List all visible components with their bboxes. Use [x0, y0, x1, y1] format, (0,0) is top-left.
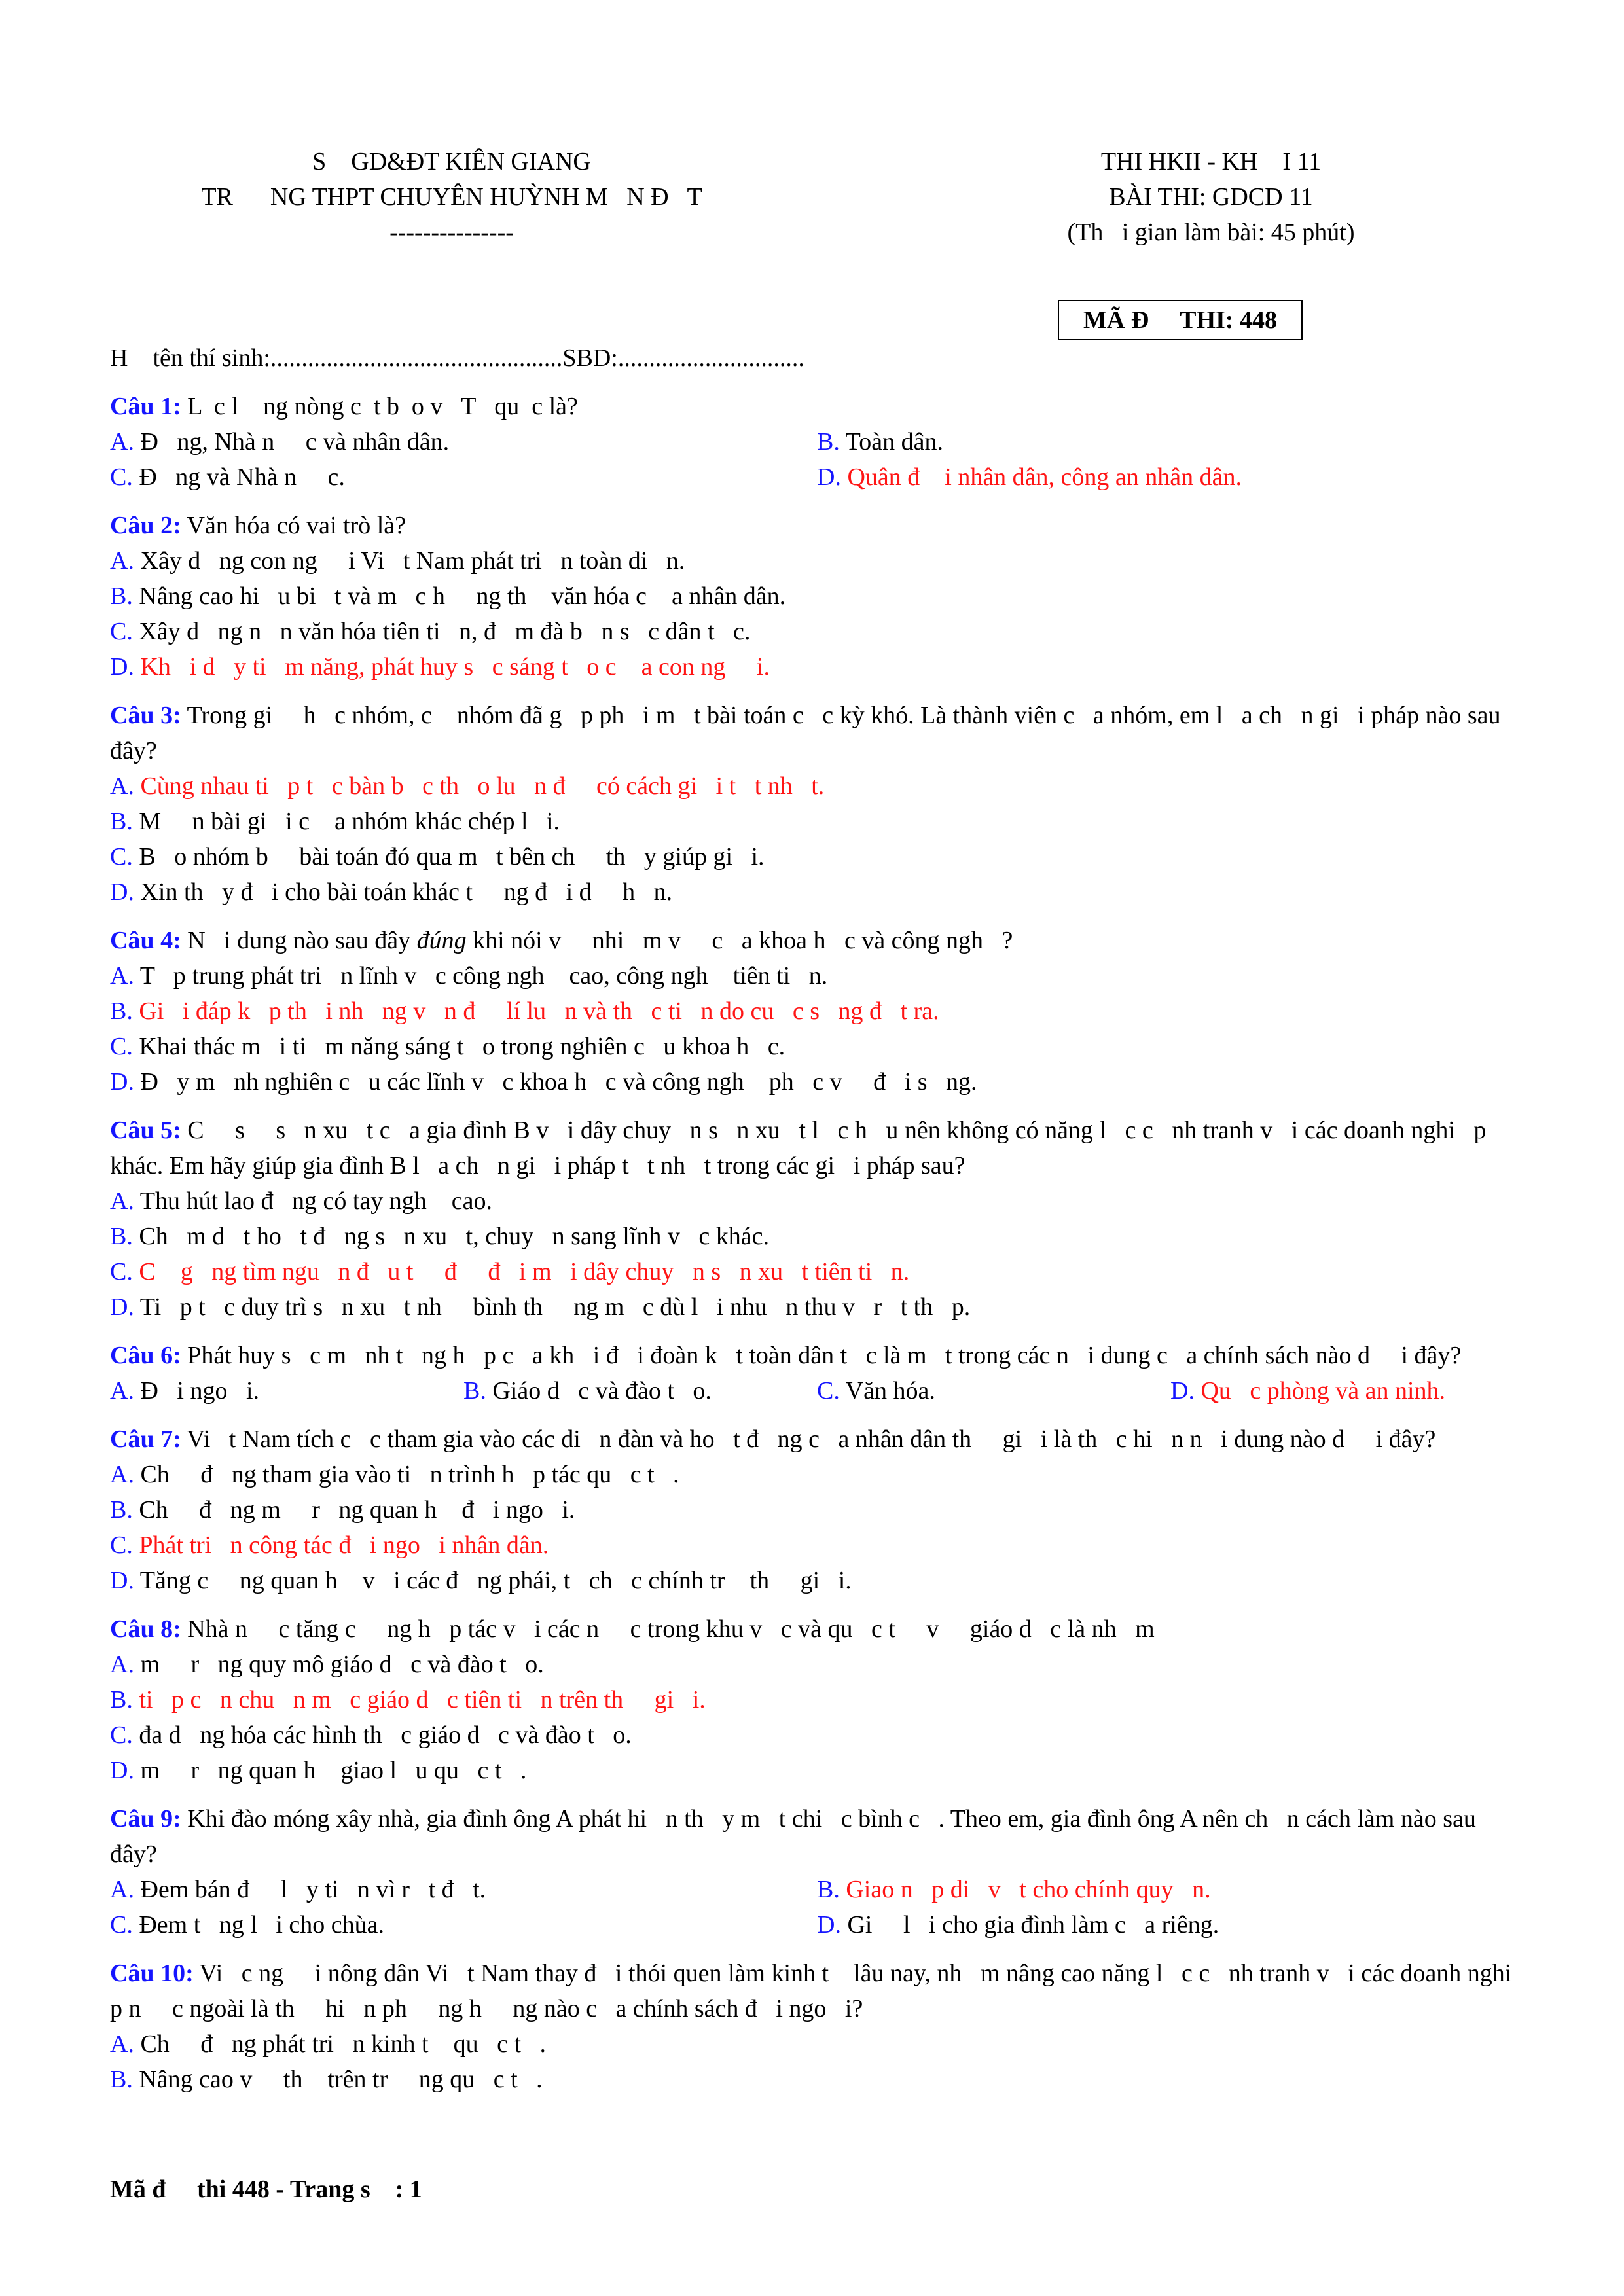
- emphasis-text: đúng: [416, 927, 467, 954]
- question-7: [110, 1422, 1524, 1598]
- option-d-correct: [110, 649, 1524, 685]
- text-segment: Đ ng và Nhà n c.: [132, 463, 345, 491]
- text-segment: Ch đ ng tham gia vào ti n trình h p tác qu c t .: [134, 1461, 679, 1488]
- question-stem: [110, 923, 1524, 958]
- exam-content: [110, 340, 1530, 2097]
- option-b: [110, 579, 1524, 614]
- option-letter: C.: [110, 1911, 133, 1939]
- question-9: [110, 1801, 1524, 1943]
- text-segment: Đ y m nh nghiên c u các lĩnh v c khoa h c và công ngh ph c v đ i s ng.: [134, 1068, 977, 1096]
- options-row: [110, 459, 1524, 495]
- exam-subject: BÀI THI: GDCD 11: [1109, 183, 1313, 211]
- text-segment: Văn hóa.: [839, 1377, 935, 1405]
- text-segment: Nâng cao hi u bi t và m c h ng th văn hóa c a nhân dân.: [132, 583, 786, 610]
- option-letter: C.: [110, 1532, 133, 1559]
- option-d: [110, 1064, 1524, 1100]
- question-label: Câu 4:: [110, 927, 181, 954]
- text-segment: Qu c phòng và an ninh.: [1194, 1377, 1446, 1405]
- text-segment: M n bài gi i c a nhóm khác chép l i.: [132, 808, 560, 835]
- question-stem: [110, 698, 1524, 768]
- option-letter: C.: [110, 1258, 133, 1285]
- option-letter: B.: [110, 583, 133, 610]
- text-segment: khi nói v nhi m v c a khoa h c và công ngh ?: [466, 927, 1013, 954]
- option-b: [110, 1219, 1524, 1254]
- option-a: [110, 1872, 817, 1907]
- text-segment: Toàn dân.: [839, 428, 943, 456]
- option-letter: B.: [110, 2066, 133, 2093]
- question-stem: [110, 389, 1524, 424]
- text-segment: Kh i d y ti m năng, phát huy s c sáng t o c a con ng i.: [134, 653, 770, 681]
- question-label: Câu 6:: [110, 1342, 181, 1369]
- question-stem: [110, 1338, 1524, 1373]
- text-segment: Ch m d t ho t đ ng s n xu t, chuy n sang lĩnh v c khác.: [132, 1223, 769, 1250]
- text-segment: Ch đ ng m r ng quan h đ i ngo i.: [132, 1496, 575, 1524]
- question-8: [110, 1611, 1524, 1788]
- option-a: [110, 1647, 1524, 1682]
- option-letter: A.: [110, 1876, 134, 1903]
- text-segment: Gi i đáp k p th i nh ng v n đ lí lu n và th c ti n do cu c s ng đ t ra.: [132, 997, 939, 1025]
- school-name: TR NG THPT CHUYÊN HUỲNH M N Đ T: [201, 183, 702, 211]
- question-label: Câu 2:: [110, 512, 181, 539]
- option-d: [817, 1907, 1524, 1943]
- option-letter: B.: [463, 1377, 486, 1405]
- question-label: Câu 7:: [110, 1426, 181, 1453]
- text-segment: m r ng quy mô giáo d c và đào t o.: [134, 1651, 544, 1678]
- option-d-correct: [1170, 1373, 1524, 1408]
- text-segment: Vi c ng i nông dân Vi t Nam thay đ i thói quen làm kinh t lâu nay, nh m nâng cao năng l c c nh tranh v i các doanh nghi p n c ngoài là th hi n ph ng h ng nào c a chính sách đ i ngo i?: [110, 1960, 1530, 2022]
- question-10: [110, 1956, 1530, 2097]
- question-label: Câu 1:: [110, 393, 181, 420]
- option-letter: D.: [110, 1068, 134, 1096]
- text-segment: Khi đào móng xây nhà, gia đình ông A phát hi n th y m t chi c bình c . Theo em, gia đình ông A nên ch n cách làm nào sau đây?: [110, 1805, 1483, 1868]
- option-d: [110, 1563, 1524, 1598]
- question-label: Câu 5:: [110, 1117, 181, 1144]
- option-a: [110, 424, 817, 459]
- school-header: [124, 144, 779, 250]
- option-b: [110, 1492, 1524, 1528]
- option-b: [817, 424, 1524, 459]
- option-d-correct: [817, 459, 1524, 495]
- question-stem: [110, 1611, 1524, 1647]
- options-row: [110, 424, 1524, 459]
- option-b-correct: [110, 994, 1524, 1029]
- text-segment: Tăng c ng quan h v i các đ ng phái, t ch c chính tr th gi i.: [134, 1567, 852, 1594]
- option-letter: A.: [110, 1187, 134, 1215]
- options-row: [110, 1872, 1524, 1907]
- option-c: [110, 1907, 817, 1943]
- option-c-correct: [110, 1528, 1524, 1563]
- option-letter: A.: [110, 962, 134, 990]
- text-segment: Trong gi h c nhóm, c nhóm đã g p ph i m t bài toán c c kỳ khó. Là thành viên c a nhóm, em l a ch n gi i pháp nào sau đây?: [110, 702, 1507, 764]
- exam-code-box: MÃ Đ THI: 448: [1058, 300, 1303, 340]
- text-segment: m r ng quan h giao l u qu c t .: [134, 1757, 527, 1784]
- option-letter: B.: [110, 808, 133, 835]
- options-row: [110, 1907, 1524, 1943]
- option-letter: B.: [110, 1223, 133, 1250]
- text-segment: Đ ng, Nhà n c và nhân dân.: [134, 428, 450, 456]
- option-c-correct: [110, 1254, 1524, 1289]
- option-c: [110, 1717, 1524, 1753]
- text-segment: Đ i ngo i.: [134, 1377, 260, 1405]
- option-letter: A.: [110, 2030, 134, 2058]
- option-a: [110, 543, 1524, 579]
- option-letter: C.: [110, 843, 133, 870]
- option-c: [110, 839, 1524, 874]
- option-letter: D.: [110, 1757, 134, 1784]
- option-b: [110, 2062, 1524, 2097]
- text-segment: Phát huy s c m nh t ng h p c a kh i đ i đoàn k t toàn dân t c là m t trong các n i dung c a chính sách nào d i đây?: [181, 1342, 1462, 1369]
- header-divider: ---------------: [389, 219, 514, 246]
- text-segment: C g ng tìm ngu n đ u t đ đ i m i dây chuy n s n xu t tiên ti n.: [132, 1258, 910, 1285]
- option-letter: C.: [110, 463, 133, 491]
- option-letter: B.: [817, 428, 840, 456]
- question-4: [110, 923, 1524, 1100]
- option-letter: D.: [110, 1293, 134, 1321]
- exam-header: [916, 144, 1506, 250]
- question-label: Câu 9:: [110, 1805, 181, 1833]
- option-a: [110, 2026, 1524, 2062]
- option-letter: C.: [110, 618, 133, 645]
- page-footer: Mã đ thi 448 - Trang s : 1: [110, 2176, 422, 2203]
- question-stem: [110, 1113, 1524, 1183]
- question-label: Câu 8:: [110, 1615, 181, 1643]
- student-info-line: H tên thí sinh:...............................................SBD:..............................: [110, 344, 804, 372]
- text-segment: đa d ng hóa các hình th c giáo d c và đào t o.: [132, 1721, 632, 1749]
- question-stem: [110, 1801, 1524, 1872]
- text-segment: Xây d ng con ng i Vi t Nam phát tri n toàn di n.: [134, 547, 685, 575]
- text-segment: Xin th y đ i cho bài toán khác t ng đ i d h n.: [134, 878, 673, 906]
- text-segment: Gi l i cho gia đình làm c a riêng.: [840, 1911, 1219, 1939]
- question-1: [110, 389, 1524, 495]
- option-d: [110, 1753, 1524, 1788]
- option-letter: A.: [110, 428, 134, 456]
- option-a: [110, 1183, 1524, 1219]
- text-segment: Cùng nhau ti p t c bàn b c th o lu n đ có cách gi i t t nh t.: [134, 772, 825, 800]
- option-letter: A.: [110, 1651, 134, 1678]
- option-c: [110, 614, 1524, 649]
- option-letter: C.: [110, 1721, 133, 1749]
- option-a: [110, 1373, 463, 1408]
- text-segment: N i dung nào sau đây: [181, 927, 417, 954]
- option-a-correct: [110, 768, 1524, 804]
- question-3: [110, 698, 1524, 910]
- option-b: [110, 804, 1524, 839]
- option-letter: D.: [110, 878, 134, 906]
- option-letter: B.: [110, 1496, 133, 1524]
- option-b-correct: [817, 1872, 1524, 1907]
- exam-title: THI HKII - KH I 11: [1100, 148, 1322, 175]
- text-segment: Văn hóa có vai trò là?: [181, 512, 406, 539]
- text-segment: T p trung phát tri n lĩnh v c công ngh cao, công ngh tiên ti n.: [134, 962, 828, 990]
- text-segment: Giao n p di v t cho chính quy n.: [839, 1876, 1211, 1903]
- option-letter: D.: [110, 653, 134, 681]
- option-b-correct: [110, 1682, 1524, 1717]
- question-6: [110, 1338, 1524, 1408]
- option-letter: D.: [1170, 1377, 1195, 1405]
- text-segment: Đem bán đ l y ti n vì r t đ t.: [134, 1876, 486, 1903]
- text-segment: Ti p t c duy trì s n xu t nh bình th ng m c dù l i nhu n thu v r t th p.: [134, 1293, 971, 1321]
- option-a: [110, 958, 1524, 994]
- question-label: Câu 10:: [110, 1960, 194, 1987]
- question-stem: [110, 508, 1524, 543]
- text-segment: Ch đ ng phát tri n kinh t qu c t .: [134, 2030, 547, 2058]
- text-segment: Giáo d c và đào t o.: [486, 1377, 712, 1405]
- exam-duration: (Th i gian làm bài: 45 phút): [1067, 219, 1355, 246]
- text-segment: Phát tri n công tác đ i ngo i nhân dân.: [132, 1532, 549, 1559]
- option-letter: B.: [817, 1876, 840, 1903]
- option-letter: A.: [110, 772, 134, 800]
- question-text: L c l ng nòng c t b o v T qu c là?: [181, 393, 578, 420]
- option-a: [110, 1457, 1524, 1492]
- question-stem: [110, 1422, 1524, 1457]
- option-d: [110, 1289, 1524, 1325]
- option-letter: B.: [110, 1686, 133, 1713]
- text-segment: Xây d ng n n văn hóa tiên ti n, đ m đà b n s c dân t c.: [132, 618, 751, 645]
- text-segment: Quân đ i nhân dân, công an nhân dân.: [840, 463, 1242, 491]
- option-letter: C.: [110, 1033, 133, 1060]
- options-row: [110, 1373, 1524, 1408]
- option-letter: A.: [110, 547, 134, 575]
- question-label: Câu 3:: [110, 702, 181, 729]
- text-segment: Khai thác m i ti m năng sáng t o trong nghiên c u khoa h c.: [132, 1033, 785, 1060]
- option-letter: D.: [817, 1911, 841, 1939]
- text-segment: Vi t Nam tích c c tham gia vào các di n đàn và ho t đ ng c a nhân dân th gi i là th c hi n n i dung nào d i đây?: [181, 1426, 1436, 1453]
- option-letter: D.: [817, 463, 841, 491]
- option-c: [110, 459, 817, 495]
- option-letter: D.: [110, 1567, 134, 1594]
- department-name: S GD&ĐT KIÊN GIANG: [312, 148, 591, 175]
- text-segment: ti p c n chu n m c giáo d c tiên ti n trên th gi i.: [132, 1686, 706, 1713]
- option-c: [110, 1029, 1524, 1064]
- question-stem: [110, 1956, 1530, 2026]
- option-letter: C.: [817, 1377, 840, 1405]
- text-segment: Đem t ng l i cho chùa.: [132, 1911, 384, 1939]
- option-d: [110, 874, 1524, 910]
- text-segment: Thu hút lao đ ng có tay ngh cao.: [134, 1187, 492, 1215]
- option-c: [817, 1373, 1170, 1408]
- text-segment: Nâng cao v th trên tr ng qu c t .: [132, 2066, 543, 2093]
- option-b: [463, 1373, 817, 1408]
- option-letter: A.: [110, 1377, 134, 1405]
- question-5: [110, 1113, 1524, 1325]
- text-segment: Nhà n c tăng c ng h p tác v i các n c trong khu v c và qu c t v giáo d c là nh m: [181, 1615, 1155, 1643]
- text-segment: C s s n xu t c a gia đình B v i dây chuy n s n xu t l c h u nên không có năng l c c nh tranh v i các doanh nghi p khác. Em hãy giúp gia đình B l a ch n gi i pháp t t nh t trong các gi i pháp sau?: [110, 1117, 1492, 1179]
- text-segment: B o nhóm b bài toán đó qua m t bên ch th y giúp gi i.: [132, 843, 765, 870]
- option-letter: A.: [110, 1461, 134, 1488]
- option-letter: B.: [110, 997, 133, 1025]
- question-2: [110, 508, 1524, 685]
